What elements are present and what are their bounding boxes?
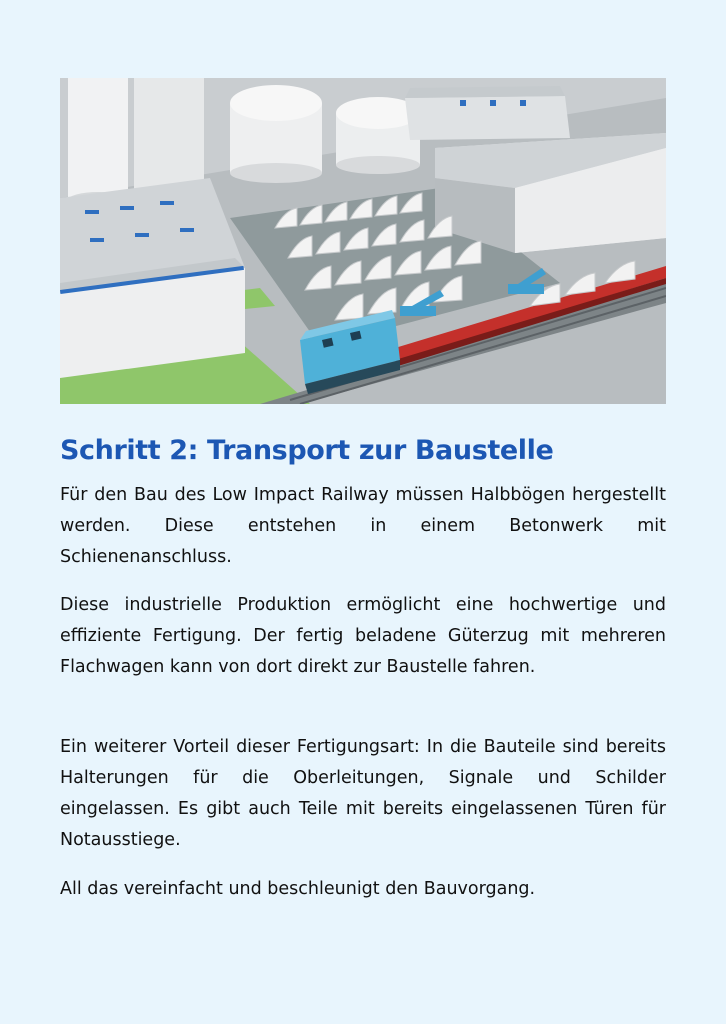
- factory-railway-illustration: [60, 78, 666, 404]
- section-heading: Schritt 2: Transport zur Baustelle: [60, 435, 554, 466]
- paragraph-production: Für den Bau des Low Impact Railway müssen Halbbögen hergestellt werden. Diese entstehen in einem Betonwerk mit Schienenanschluss.: [60, 485, 666, 567]
- paragraph-advantages: Ein weiterer Vorteil dieser Fertigungsart: In die Bauteile sind bereits Halterungen für die Oberleitungen, Signale und Schilder eingelassen. Es gibt auch Teile mit bereits eingelassenen Türen für Notausstiege.: [60, 737, 666, 850]
- paragraph-conclusion: All das vereinfacht und beschleunigt den Bauvorgang.: [60, 879, 536, 899]
- paragraph-industrial-production: Diese industrielle Produktion ermöglicht eine hochwertige und effiziente Fertigung. Der fertig beladene Güterzug mit mehreren Flachwagen kann von dort direkt zur Baustelle fahren.: [60, 595, 666, 677]
